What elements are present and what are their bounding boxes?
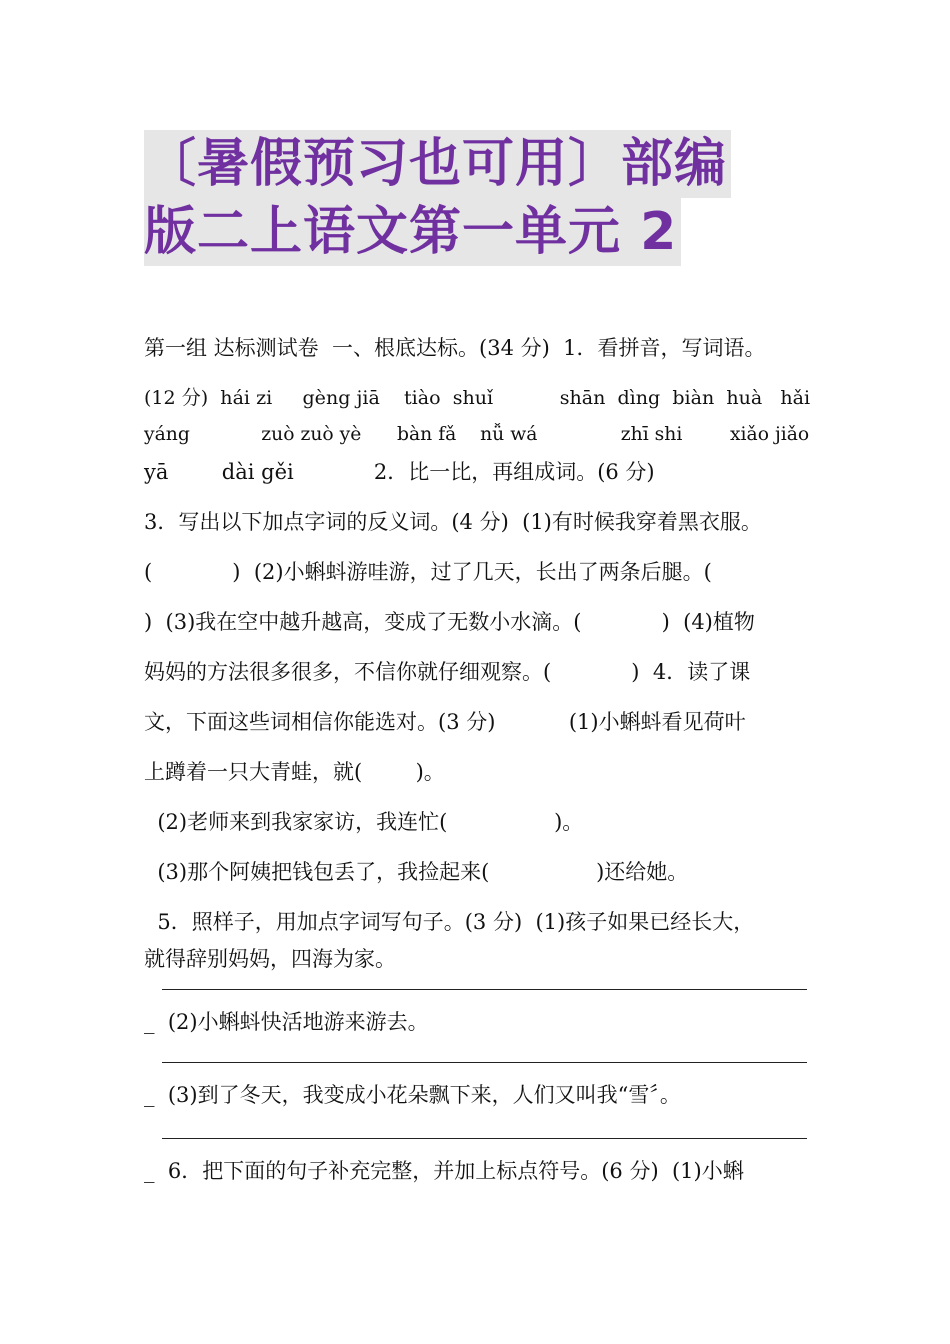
text-line: ) (3)我在空中越升越高，变成了无数小水滴。( ) (4)植物 (144, 610, 755, 634)
text-line: _ (3)到了冬天，我变成小花朵飘下来，人们又叫我“雪〞。 (144, 1083, 681, 1107)
text-line: 3．写出以下加点字词的反义词。(4 分) (1)有时候我穿着黑衣服。 (144, 510, 762, 534)
text-line: (3)那个阿姨把钱包丢了，我捡起来( )还给她。 (144, 860, 689, 884)
text-line: _ 6．把下面的句子补充完整，并加上标点符号。(6 分) (1)小蝌 (144, 1159, 744, 1183)
text-line: 第一组 达标测试卷 一、根底达标。(34 分) 1．看拼音，写词语。 (144, 336, 766, 360)
text-line: yā dài gěi 2．比一比，再组成词。(6 分) (144, 460, 655, 484)
text-line: 妈妈的方法很多很多，不信你就仔细观察。( ) 4．读了课 (144, 660, 751, 684)
document-title-line-2: 版二上语文第一单元 2 (144, 198, 681, 266)
text-line: 就得辞别妈妈，四海为家。 (144, 947, 396, 971)
text-line: (2)老师来到我家家访，我连忙( )。 (144, 810, 584, 834)
answer-underline (162, 1062, 807, 1063)
text-line: (12 分) hái zi gèng jiā tiào shuǐ shān dìng biàn huà hǎi (144, 387, 811, 409)
text-line: _ (2)小蝌蚪快活地游来游去。 (144, 1010, 429, 1034)
text-line: 文，下面这些词相信你能选对。(3 分) (1)小蝌蚪看见荷叶 (144, 710, 746, 734)
answer-underline (162, 1138, 807, 1139)
text-line: yáng zuò zuò yè bàn fǎ nǚ wá zhī shi xiǎo jiǎo (144, 424, 810, 445)
text-line: 5．照样子，用加点字词写句子。(3 分) (1)孩子如果已经长大， (144, 910, 755, 934)
document-title-line-1: 〔暑假预习也可用〕部编 (144, 130, 731, 198)
text-line: 上蹲着一只大青蛙，就( )。 (144, 760, 445, 784)
text-line: ( ) (2)小蝌蚪游哇游，过了几天，长出了两条后腿。( (144, 560, 712, 584)
answer-underline (162, 989, 807, 990)
